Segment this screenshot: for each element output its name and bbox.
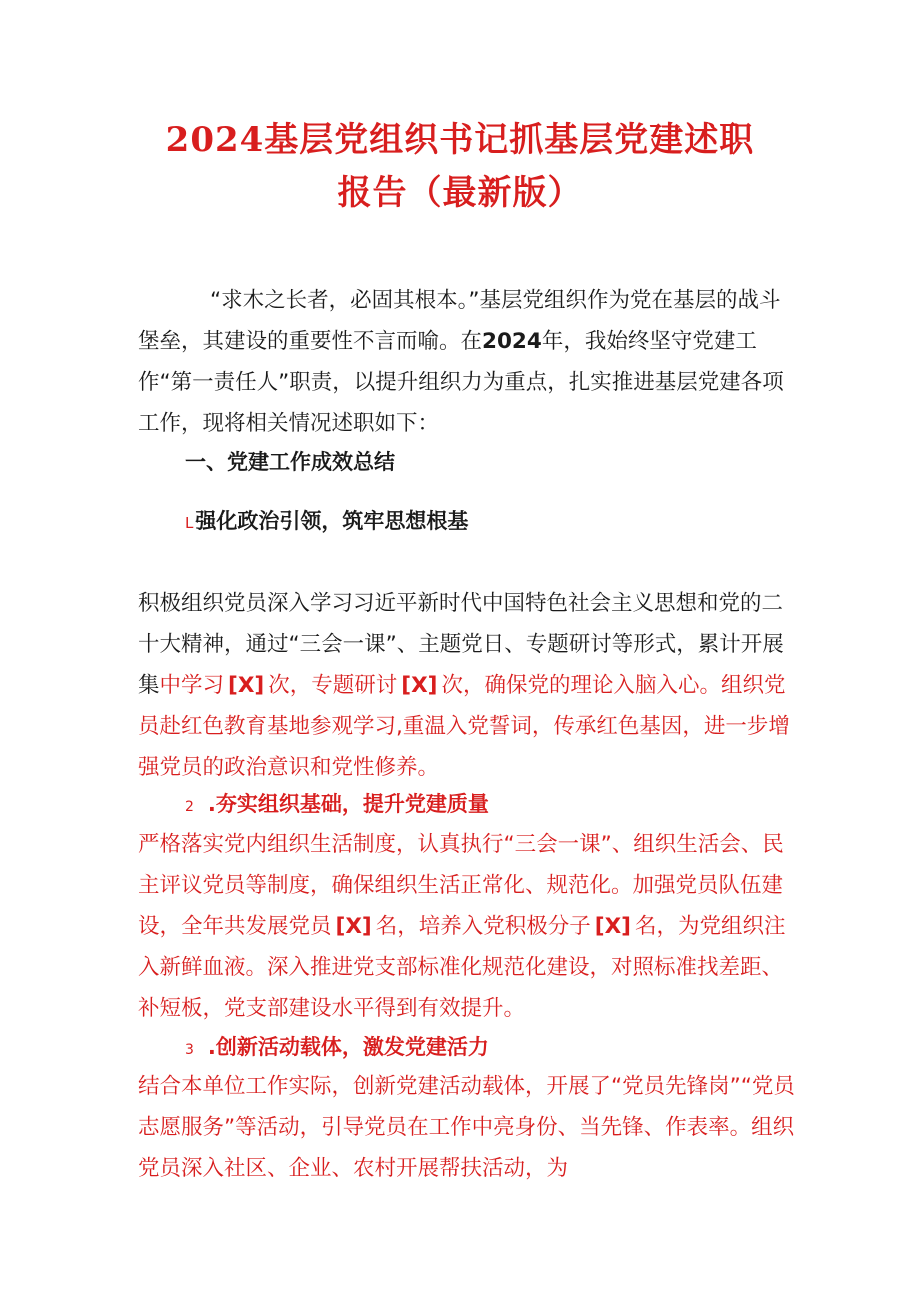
subsection-2-text-a: 严格落实党内组织生活制度，认真执行“三会一课”、组织生活会、民主评议党员等制度，确保组织生活正常化、规范化。加强党员队伍建设，全年共发展党员 bbox=[138, 832, 784, 939]
subsection-1-text-red-a: 中学习 bbox=[159, 673, 225, 698]
document-title-line-2: 报告（最新版） bbox=[337, 173, 583, 213]
subsection-2-heading bbox=[185, 789, 489, 822]
subsection-1-heading bbox=[185, 506, 468, 538]
subsection-2-text-b: 名，培养入党积极分子 bbox=[375, 914, 591, 939]
subsection-3-number: 3 bbox=[185, 1042, 194, 1058]
subsection-1-text-black: 积极组织党员深入学习习近平新时代中国特色社会主义思想和党的二十大精神，通过“三会一课”、主题党日、专题研讨等形式，累计开展集 bbox=[138, 591, 784, 698]
placeholder-study-count: [X] bbox=[228, 673, 265, 698]
intro-text-1: “求木之长者，必固其根本。”基层党组织作为党在基层的战斗堡垒，其建设的重要性不言而喻。在 bbox=[138, 288, 781, 354]
placeholder-new-members: [X] bbox=[335, 914, 372, 939]
subsection-2-number: 2 bbox=[185, 799, 194, 815]
subsection-2-paragraph bbox=[138, 824, 798, 1029]
subsection-3-paragraph: 结合本单位工作实际，创新党建活动载体，开展了“党员先锋岗”“党员志愿服务”等活动，引导党员在工作中亮身份、当先锋、作表率。组织党员深入社区、企业、农村开展帮扶活动，为 bbox=[138, 1074, 795, 1181]
subsection-1-text-red-b: 次，专题研讨 bbox=[268, 673, 398, 698]
subsection-1-text-red-c: 次，确保党的理论入脑入心。组织党员赴红色教育基地参观学习,重温入党誓词，传承红色基因，进一步增强党员的政治意识和党性修养。 bbox=[138, 673, 790, 780]
subsection-3-title: .创新活动载体，激发党建活力 bbox=[207, 1035, 489, 1059]
subsection-2-text-c: 名，为党组织注入新鲜血液。深入推进党支部标准化规范化建设，对照标准找差距、补短板，党支部建设水平得到有效提升。 bbox=[138, 914, 786, 1021]
subsection-3-heading bbox=[185, 1032, 489, 1065]
subsection-1-title: 强化政治引领，筑牢思想根基 bbox=[195, 509, 469, 533]
section-heading: 一、党建工作成效总结 bbox=[185, 450, 395, 474]
intro-paragraph bbox=[138, 280, 798, 444]
subsection-1-paragraph bbox=[138, 583, 798, 788]
placeholder-seminar-count: [X] bbox=[401, 673, 438, 698]
subsection-2-title: .夯实组织基础，提升党建质量 bbox=[207, 792, 489, 816]
intro-year: 2024 bbox=[482, 329, 542, 354]
placeholder-activists: [X] bbox=[594, 914, 631, 939]
document-title-line-1: 2024基层党组织书记抓基层党建述职 bbox=[165, 120, 755, 160]
subsection-1-mark: L bbox=[185, 514, 194, 532]
intro-text-2: 年，我始终坚守党建工作“第一责任人”职责，以提升组织力为重点，扎实推进基层党建各项工作，现将相关情况述职如下： bbox=[138, 329, 784, 436]
